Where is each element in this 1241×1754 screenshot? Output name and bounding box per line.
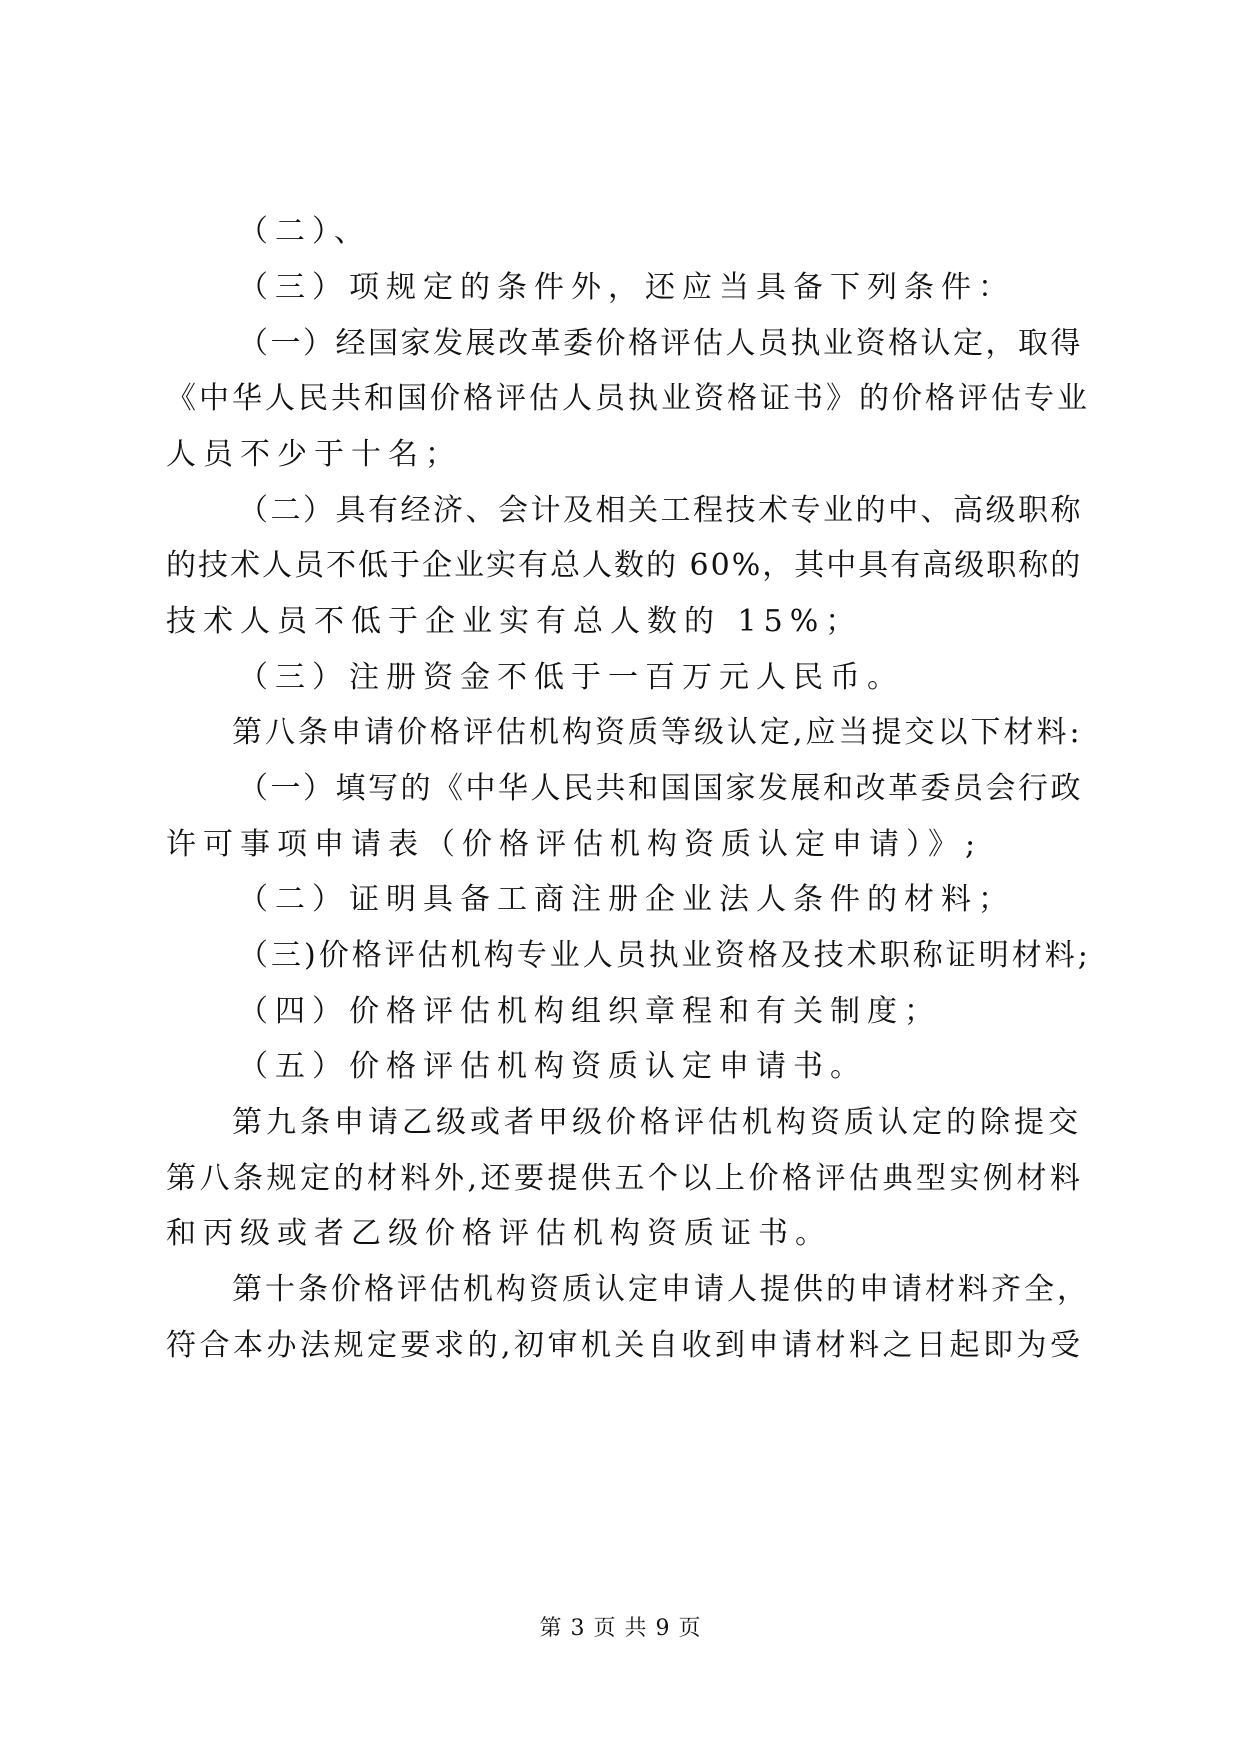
text-line: 第十条价格评估机构资质认定申请人提供的申请材料齐全， (232, 1272, 1090, 1307)
text-line: 第八条申请价格评估机构资质等级认定,应当提交以下材料: (232, 715, 1083, 750)
text-line: 第九条申请乙级或者甲级价格评估机构资质认定的除提交 (232, 1105, 1082, 1140)
text-line: （一）经国家发展改革委价格评估人员执业资格认定，取得 (238, 326, 1083, 361)
text-line: （三）注册资金不低于一百万元人民币。 (238, 660, 904, 695)
text-line: （二）、 (238, 214, 371, 249)
text-line: 许可事项申请表（价格评估机构资质认定申请）》; (166, 827, 983, 862)
text-line: 技术人员不低于企业实有总人数的 15%； (166, 604, 863, 639)
text-line: （二）具有经济、会计及相关工程技术专业的中、高级职称 (238, 493, 1083, 528)
text-line: 符合本办法规定要求的,初审机关自收到申请材料之日起即为受 (166, 1328, 1084, 1363)
text-line: （四）价格评估机构组织章程和有关制度； (238, 994, 941, 1029)
text-line: 《中华人民共和国价格评估人员执业资格证书》的价格评估专业 (166, 381, 1090, 416)
text-line: 的技术人员不低于企业实有总人数的 60%，其中具有高级职称的 (166, 548, 1083, 583)
text-line: （三）项规定的条件外，还应当具备下列条件： (238, 270, 1015, 305)
text-line: 和丙级或者乙级价格评估机构资质证书。 (166, 1216, 832, 1251)
text-line: （二）证明具备工商注册企业法人条件的材料； (238, 882, 1015, 917)
text-line: （五）价格评估机构资质认定申请书。 (238, 1049, 867, 1084)
text-line: 第八条规定的材料外,还要提供五个以上价格评估典型实例材料 (166, 1161, 1084, 1196)
text-line: （一）填写的《中华人民共和国国家发展和改革委员会行政 (238, 771, 1083, 806)
text-line: 人员不少于十名； (166, 437, 462, 472)
page-footer: 第 3 页 共 9 页 (539, 1616, 702, 1641)
text-line: （三)价格评估机构专业人员执业资格及技术职称证明材料; (238, 938, 1091, 973)
